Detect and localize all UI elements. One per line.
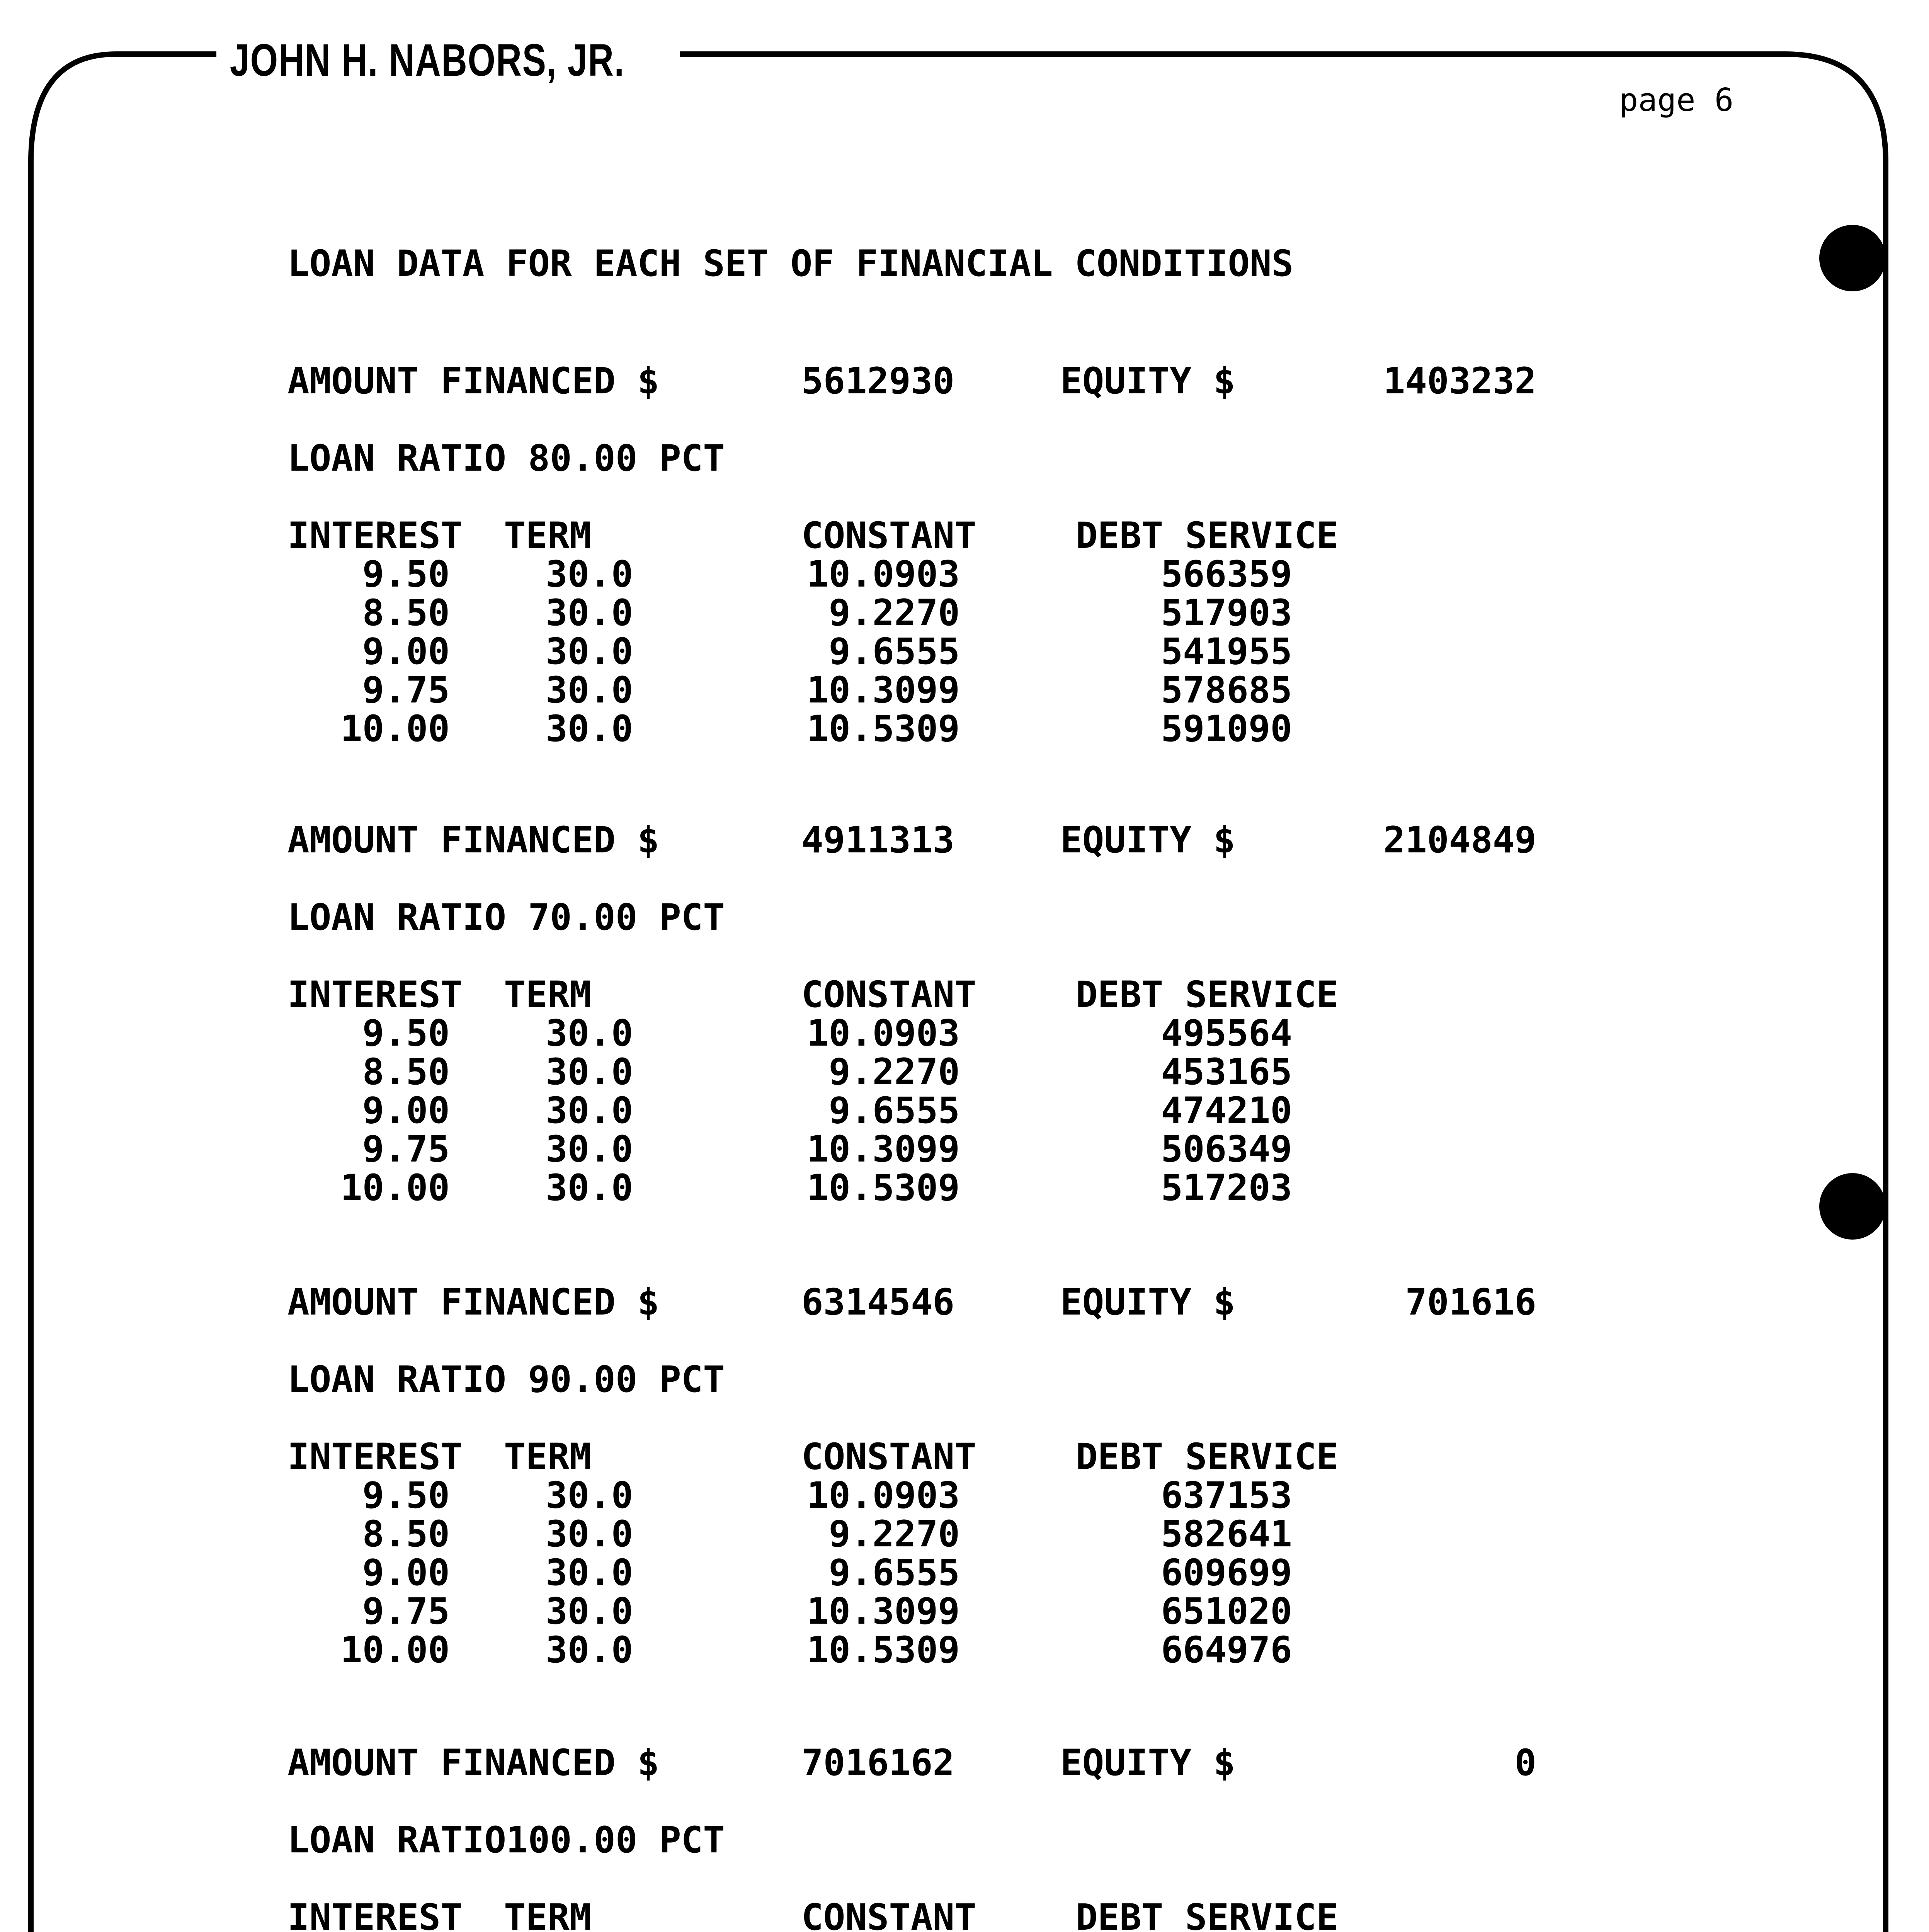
amount-financed-value: 7016162	[801, 1742, 955, 1784]
equity-label: EQUITY $	[1060, 1742, 1235, 1784]
debt-service-cell: 495564	[1161, 1012, 1292, 1054]
interest-cell: 9.50	[362, 1475, 450, 1517]
amount-financed-label: AMOUNT FINANCED $	[287, 819, 660, 861]
equity-value: 701616	[1405, 1281, 1536, 1323]
report-title: LOAN DATA FOR EACH SET OF FINANCIAL CONDITIONS	[287, 243, 1294, 285]
term-cell: 30.0	[546, 1475, 633, 1517]
constant-cell: 9.2270	[828, 592, 960, 634]
debt-service-cell: 609699	[1161, 1552, 1292, 1594]
equity-value: 1403232	[1383, 360, 1536, 402]
amount-financed-value: 6314546	[801, 1281, 955, 1323]
col-header-constant: CONSTANT	[801, 974, 976, 1016]
interest-cell: 8.50	[362, 592, 450, 634]
amount-financed-value: 5612930	[801, 360, 955, 402]
loan-ratio: LOAN RATIO100.00 PCT	[287, 1819, 725, 1861]
constant-cell: 10.5309	[806, 1629, 960, 1671]
constant-cell: 9.2270	[828, 1513, 960, 1555]
debt-service-cell: 664976	[1161, 1629, 1292, 1671]
interest-cell: 10.00	[340, 708, 450, 750]
col-header-debt-service: DEBT SERVICE	[1076, 515, 1339, 557]
term-cell: 30.0	[546, 553, 633, 595]
debt-service-cell: 506349	[1161, 1128, 1292, 1170]
term-cell: 30.0	[546, 1629, 633, 1671]
term-cell: 30.0	[546, 1590, 633, 1633]
equity-value: 2104849	[1383, 819, 1536, 861]
author-name: JOHN H. NABORS, JR.	[226, 34, 629, 87]
interest-cell: 9.00	[362, 1090, 450, 1132]
constant-cell: 10.3099	[806, 669, 960, 711]
col-header-interest: INTEREST	[287, 1436, 463, 1478]
debt-service-cell: 474210	[1161, 1090, 1292, 1132]
interest-cell: 9.00	[362, 1552, 450, 1594]
loan-ratio: LOAN RATIO 90.00 PCT	[287, 1359, 725, 1401]
interest-cell: 9.75	[362, 1128, 450, 1170]
interest-cell: 9.50	[362, 553, 450, 595]
col-header-constant: CONSTANT	[801, 1896, 976, 1932]
term-cell: 30.0	[546, 1552, 633, 1594]
term-cell: 30.0	[546, 1128, 633, 1170]
constant-cell: 10.0903	[806, 553, 960, 595]
amount-financed-label: AMOUNT FINANCED $	[287, 1281, 660, 1323]
term-cell: 30.0	[546, 1090, 633, 1132]
term-cell: 30.0	[546, 631, 633, 673]
equity-label: EQUITY $	[1060, 1281, 1235, 1323]
term-cell: 30.0	[546, 1167, 633, 1209]
constant-cell: 10.0903	[806, 1012, 960, 1054]
constant-cell: 10.0903	[806, 1475, 960, 1517]
interest-cell: 8.50	[362, 1513, 450, 1555]
debt-service-cell: 517203	[1161, 1167, 1292, 1209]
col-header-term: TERM	[504, 1896, 592, 1932]
debt-service-cell: 541955	[1161, 631, 1292, 673]
interest-cell: 10.00	[340, 1629, 450, 1671]
constant-cell: 10.5309	[806, 1167, 960, 1209]
constant-cell: 9.2270	[828, 1051, 960, 1093]
constant-cell: 10.3099	[806, 1590, 960, 1633]
debt-service-cell: 566359	[1161, 553, 1292, 595]
term-cell: 30.0	[546, 1051, 633, 1093]
col-header-interest: INTEREST	[287, 515, 463, 557]
term-cell: 30.0	[546, 592, 633, 634]
term-cell: 30.0	[546, 708, 633, 750]
loan-ratio: LOAN RATIO 80.00 PCT	[287, 437, 725, 480]
constant-cell: 9.6555	[828, 1090, 960, 1132]
term-cell: 30.0	[546, 669, 633, 711]
debt-service-cell: 591090	[1161, 708, 1292, 750]
interest-cell: 9.50	[362, 1012, 450, 1054]
col-header-constant: CONSTANT	[801, 515, 976, 557]
constant-cell: 9.6555	[828, 1552, 960, 1594]
constant-cell: 9.6555	[828, 631, 960, 673]
interest-cell: 9.00	[362, 631, 450, 673]
amount-financed-label: AMOUNT FINANCED $	[287, 360, 660, 402]
interest-cell: 10.00	[340, 1167, 450, 1209]
col-header-term: TERM	[504, 974, 592, 1016]
debt-service-cell: 637153	[1161, 1475, 1292, 1517]
equity-value: 0	[1514, 1742, 1536, 1784]
binder-hole-middle	[1819, 1173, 1886, 1240]
equity-label: EQUITY $	[1060, 819, 1235, 861]
col-header-interest: INTEREST	[287, 1896, 463, 1932]
loan-ratio: LOAN RATIO 70.00 PCT	[287, 896, 725, 939]
col-header-term: TERM	[504, 1436, 592, 1478]
col-header-term: TERM	[504, 515, 592, 557]
debt-service-cell: 517903	[1161, 592, 1292, 634]
amount-financed-label: AMOUNT FINANCED $	[287, 1742, 660, 1784]
binder-hole-top	[1819, 225, 1886, 291]
equity-label: EQUITY $	[1060, 360, 1235, 402]
interest-cell: 8.50	[362, 1051, 450, 1093]
col-header-debt-service: DEBT SERVICE	[1076, 1436, 1339, 1478]
debt-service-cell: 453165	[1161, 1051, 1292, 1093]
term-cell: 30.0	[546, 1513, 633, 1555]
constant-cell: 10.5309	[806, 708, 960, 750]
col-header-interest: INTEREST	[287, 974, 463, 1016]
debt-service-cell: 651020	[1161, 1590, 1292, 1633]
constant-cell: 10.3099	[806, 1128, 960, 1170]
col-header-debt-service: DEBT SERVICE	[1076, 1896, 1339, 1932]
interest-cell: 9.75	[362, 669, 450, 711]
debt-service-cell: 578685	[1161, 669, 1292, 711]
col-header-debt-service: DEBT SERVICE	[1076, 974, 1339, 1016]
col-header-constant: CONSTANT	[801, 1436, 976, 1478]
page-number: page 6	[1619, 82, 1734, 119]
interest-cell: 9.75	[362, 1590, 450, 1633]
amount-financed-value: 4911313	[801, 819, 955, 861]
term-cell: 30.0	[546, 1012, 633, 1054]
debt-service-cell: 582641	[1161, 1513, 1292, 1555]
